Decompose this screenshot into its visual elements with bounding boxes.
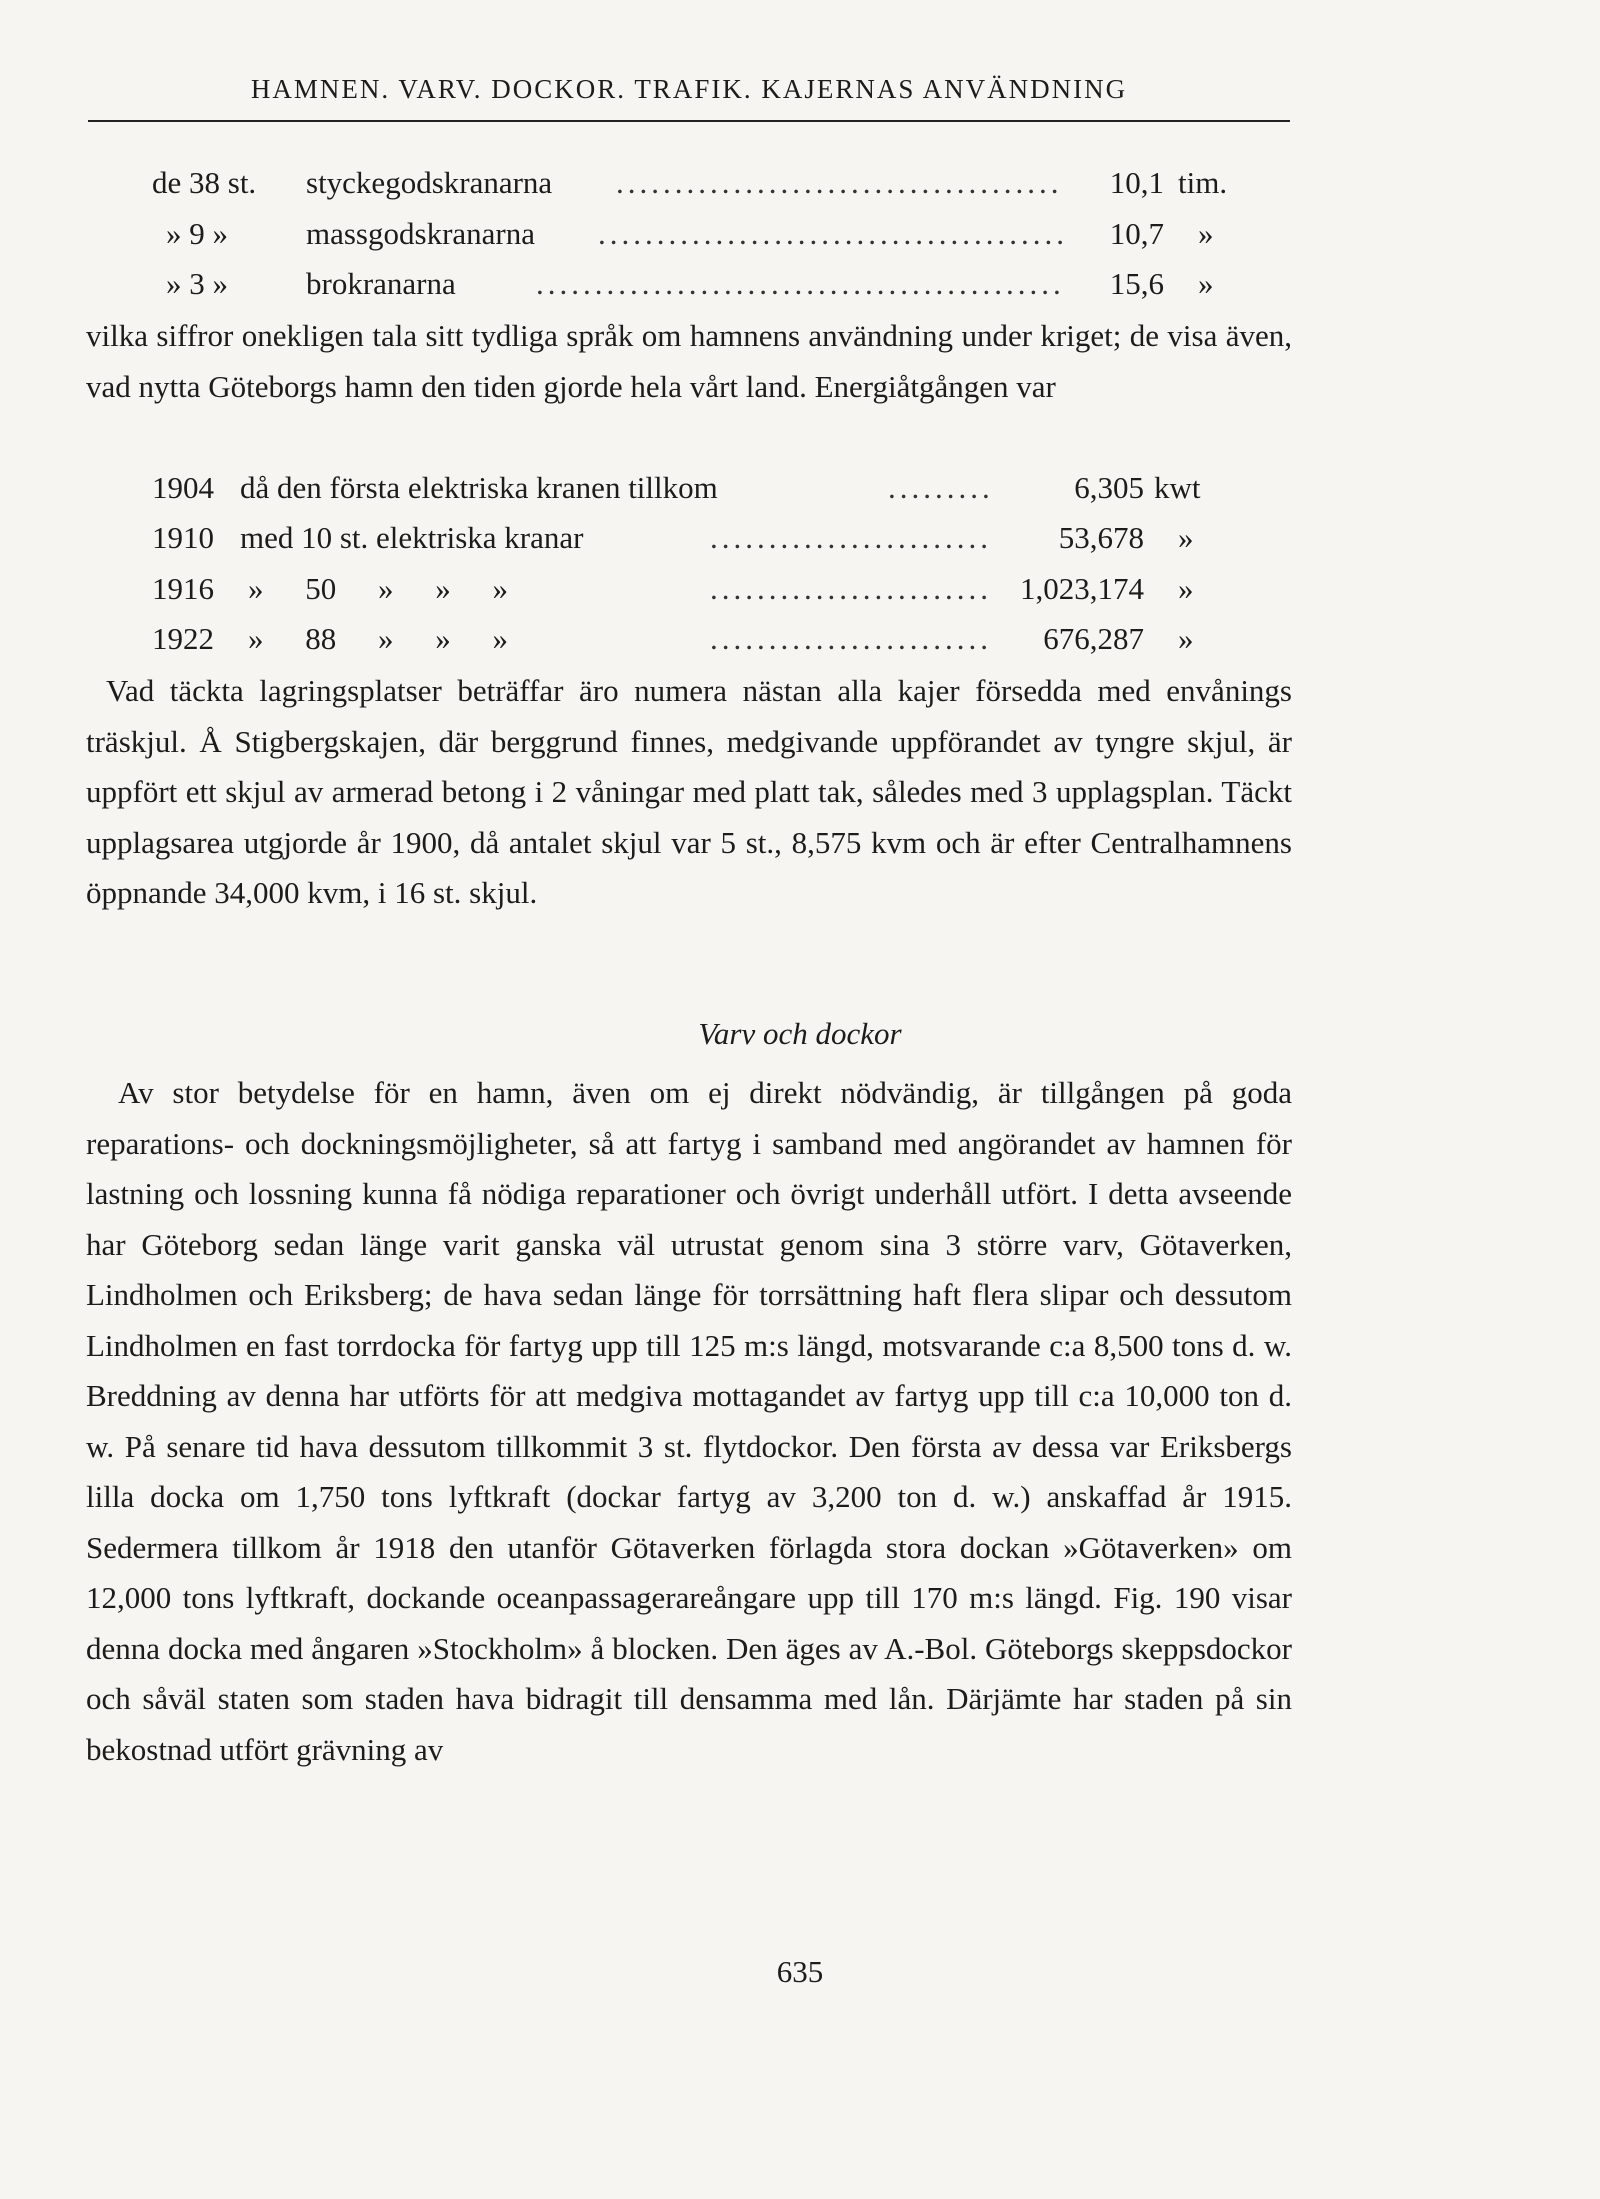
energy-row-unit: » (1178, 571, 1194, 606)
leader-dots (888, 472, 988, 503)
leader-dots (710, 573, 988, 604)
leader-dots (710, 522, 988, 553)
energy-row-value: 676,287 (1043, 621, 1144, 656)
crane-row-label: massgodskranarna (306, 216, 535, 251)
crane-row-value: 15,6 (1109, 266, 1164, 301)
energy-row-year: 1916 (152, 571, 214, 606)
crane-row-value: 10,7 (1109, 216, 1164, 251)
energy-row-unit: » (1178, 621, 1194, 656)
page-number: 635 (776, 1954, 824, 1989)
energy-row-year: 1910 (152, 520, 214, 555)
leader-dots (616, 167, 1062, 198)
energy-row-text: då den första elektriska kranen tillkom (240, 470, 718, 505)
energy-row-year: 1904 (152, 470, 214, 505)
energy-row-text: med 10 st. elektriska kranar (240, 520, 584, 555)
energy-row-text: » 50 » » » (248, 571, 508, 606)
leader-dots (598, 218, 1062, 249)
leader-dots (710, 623, 988, 654)
crane-row-label: styckegodskranarna (306, 165, 553, 200)
energy-row-value: 6,305 (1074, 470, 1144, 505)
crane-row-prefix: de 38 st. (152, 165, 257, 200)
crane-row-value: 10,1 (1109, 165, 1164, 200)
running-head: HAMNEN. VARV. DOCKOR. TRAFIK. KAJERNAS ANVÄNDNING (250, 74, 1128, 104)
crane-row-label: brokranarna (306, 266, 456, 301)
body-paragraph: Av stor betydelse för en hamn, även om ej direkt nödvändig, är tillgången på goda reparations- och dockningsmöjligheter, så att fartyg i samband med angörandet av hamnen för lastning och lossning kunna få nödiga reparationer och övrigt underhåll utfört. I detta avseende har Göteborg sedan länge varit ganska väl utrustat genom sina 3 större varv, Götaverken, Lindholmen och Eriksberg; de hava sedan länge för torrsättning haft flera slipar och dessutom Lindholmen en fast torrdocka för fartyg upp till 125 m:s längd, motsvarande c:a 8,500 tons d. w. Breddning av denna har utförts för att medgiva mottagandet av fartyg upp till c:a 10,000 ton d. w. På senare tid hava dessutom tillkommit 3 st. flytdockor. Den första av dessa var Eriksbergs lilla docka om 1,750 tons lyftkraft (dockar fartyg av 3,200 ton d. w.) anskaffad år 1915. Sedermera tillkom år 1918 den utanför Götaverken förlagda stora dockan »Götaverken» om 12,000 tons lyftkraft, dockande oceanpassagerareångare upp till 170 m:s längd. Fig. 190 visar denna docka med ångaren »Stockholm» å blocken. Den äges av A.-Bol. Göteborgs skeppsdockor och såväl staten som staden hava bidragit till densamma med lån. Därjämte har staden på sin bekostnad utfört grävning av (86, 1075, 1292, 1767)
crane-row-unit: » (1198, 266, 1214, 301)
energy-row-value: 53,678 (1058, 520, 1144, 555)
energy-row-unit: kwt (1154, 470, 1201, 505)
body-paragraph: Vad täckta lagringsplatser beträffar äro numera nästan alla kajer försedda med envånings träskjul. Å Stigbergskajen, där berggrund finnes, medgivande uppförandet av tyngre skjul, är uppfört ett skjul av armerad betong i 2 våningar med platt tak, således med 3 upplagsplan. Täckt upplagsarea utgjorde år 1900, då antalet skjul var 5 st., 8,575 kvm och är efter Centralhamnens öppnande 34,000 kvm, i 16 st. skjul. (86, 673, 1292, 910)
crane-row-prefix: » 3 » (166, 266, 228, 301)
leader-dots (536, 268, 1062, 299)
body-paragraph: vilka siffror onekligen tala sitt tydliga språk om hamnens användning under kriget; de visa även, vad nytta Göteborgs hamn den tiden gjorde hela vårt land. Energiåtgången var (86, 318, 1292, 404)
energy-row-text: » 88 » » » (248, 621, 508, 656)
crane-row-prefix: » 9 » (166, 216, 228, 251)
energy-row-unit: » (1178, 520, 1194, 555)
section-heading: Varv och dockor (698, 1016, 902, 1051)
crane-row-unit: tim. (1178, 165, 1228, 200)
crane-row-unit: » (1198, 216, 1214, 251)
header-rule (88, 120, 1290, 122)
energy-row-year: 1922 (152, 621, 214, 656)
energy-row-value: 1,023,174 (1020, 571, 1144, 606)
